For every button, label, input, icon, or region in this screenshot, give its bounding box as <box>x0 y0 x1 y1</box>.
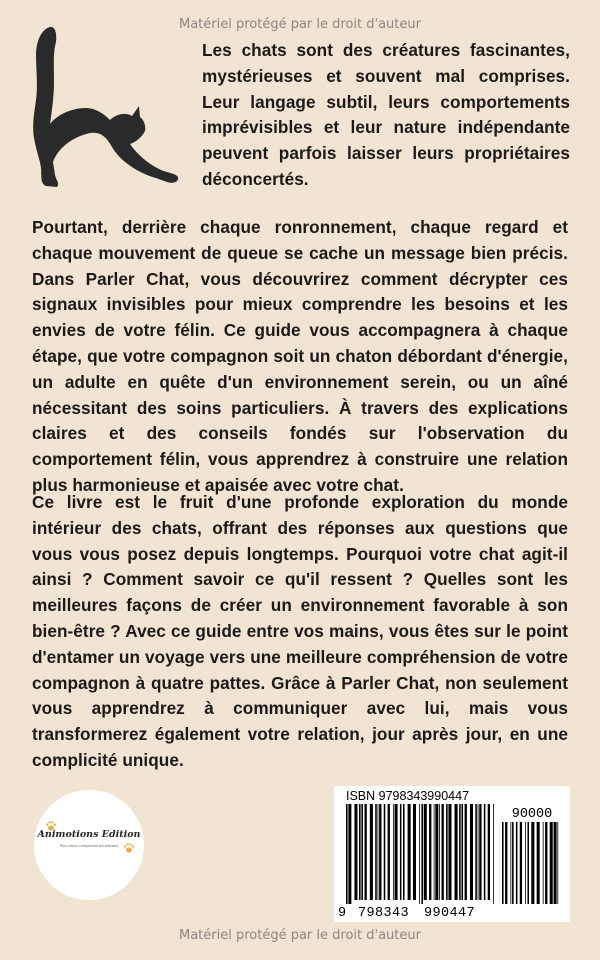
description-paragraph-2: Ce livre est le fruit d'une profonde exploration du monde intérieur des chats, offrant des réponses aux questions que vous vous posez depuis longtemps. Pourquoi votre chat agit-il ainsi ? Comment savoir ce qu'il ressent ? Quelles sont les meilleures façons de créer un environnement favorable à son bien-être ? Avec ce guide entre vos mains, vous êtes sur le point d'entamer un voyage vers une meilleure compréhension de votre compagnon à quatre pattes. Grâce à Parler Chat, non seulement vous apprendrez à communiquer avec lui, mais vous transformerez également votre relation, jour après jour, en une complicité unique. <box>32 492 568 770</box>
barcode-bar <box>365 804 367 900</box>
stretching-cat-silhouette-icon <box>26 20 180 190</box>
copyright-watermark-bottom: Matériel protégé par le droit d'auteur <box>179 928 421 943</box>
publisher-logo <box>34 790 144 900</box>
barcode-bar <box>470 804 473 900</box>
barcode-bar <box>379 804 381 900</box>
barcode-bar <box>448 804 451 900</box>
barcode-bar <box>455 804 458 900</box>
barcode-bar <box>520 822 522 904</box>
barcode-bar <box>370 804 373 900</box>
barcode-digits <box>336 907 496 921</box>
barcode-bar <box>400 804 402 900</box>
barcode-bar <box>543 822 544 904</box>
barcode-bar <box>403 804 405 900</box>
barcode-digit-first: 9 <box>338 906 347 921</box>
isbn-barcode <box>334 786 570 922</box>
ean13-barcode-bars <box>346 804 496 904</box>
barcode-bar <box>484 804 486 900</box>
isbn-label: ISBN 9798343990447 <box>346 789 470 803</box>
barcode-bar <box>510 822 511 904</box>
barcode-bar <box>413 804 416 900</box>
barcode-bar <box>459 804 461 900</box>
barcode-bar <box>388 804 390 900</box>
barcode-bar <box>537 822 540 904</box>
barcode-bar <box>478 804 479 900</box>
barcode-bar <box>348 804 351 904</box>
barcode-bar <box>550 822 553 904</box>
barcode-bar <box>393 804 394 900</box>
barcode-bar <box>502 822 504 904</box>
paw-print-icon <box>123 842 135 854</box>
barcode-bar <box>429 804 431 900</box>
barcode-bar <box>442 804 444 900</box>
intro-paragraph: Les chats sont des créatures fascinantes, mystérieuses et souvent mal comprises. Leur langage subtil, leurs comportements imprévisibles et leur nature indépendante peuvent parfois laisser leurs propriétaires déconcertés. <box>202 40 570 189</box>
barcode-addon-number: 90000 <box>511 807 553 822</box>
barcode-bar <box>545 822 547 904</box>
barcode-bar <box>419 804 420 904</box>
barcode-bar <box>505 822 507 904</box>
publisher-name: Animotions Edition <box>37 829 141 840</box>
barcode-bar <box>434 804 435 900</box>
copyright-watermark-top: Matériel protégé par le droit d'auteur <box>179 17 421 32</box>
barcode-bar <box>531 822 534 904</box>
publisher-tagline: Pour mieux comprendre les animaux <box>59 844 119 848</box>
barcode-bar <box>384 804 386 900</box>
barcode-bar <box>408 804 411 900</box>
barcode-bar <box>346 804 348 904</box>
barcode-bar <box>354 804 357 900</box>
barcode-digit-right-group: 990447 <box>424 906 476 921</box>
barcode-bar <box>493 804 494 904</box>
barcode-bar <box>424 804 427 900</box>
barcode-bar <box>512 822 514 904</box>
barcode-bar <box>475 804 477 900</box>
barcode-bar <box>525 822 526 904</box>
barcode-bar <box>488 804 490 900</box>
barcode-bar <box>479 804 481 900</box>
addon-barcode-bars <box>502 822 562 904</box>
barcode-bar <box>359 804 361 900</box>
barcode-bar <box>361 804 363 900</box>
barcode-bar <box>439 804 440 900</box>
barcode-bar <box>516 822 518 904</box>
barcode-digit-left-group: 798343 <box>358 906 410 921</box>
barcode-bar <box>378 804 379 900</box>
barcode-bar <box>421 804 423 904</box>
barcode-bar <box>435 804 438 900</box>
description-paragraph-1: Pourtant, derrière chaque ronronnement, chaque regard et chaque mouvement de queue se cache un message bien précis. Dans Parler Chat, vous découvrirez comment décrypter ces signaux invisibles pour mieux comprendre les besoins et les envies de votre félin. Ce guide vous accompagnera à chaque étape, que votre compagnon soit un chaton débordant d'énergie, un adulte en quête d'un environnement serein, ou un aîné nécessitant des soins particuliers. À travers des explications claires et des conseils fondés sur l'observation du comportement félin, vous apprendrez à construire une relation plus harmonieuse et apaisée avec votre chat. <box>32 217 568 495</box>
barcode-bar <box>554 822 557 904</box>
barcode-bar <box>446 804 448 900</box>
barcode-bar <box>557 822 558 904</box>
barcode-bar <box>465 804 467 900</box>
barcode-bar <box>395 804 398 900</box>
barcode-bar <box>462 804 464 900</box>
barcode-bar <box>375 804 377 900</box>
barcode-bar <box>527 822 529 904</box>
